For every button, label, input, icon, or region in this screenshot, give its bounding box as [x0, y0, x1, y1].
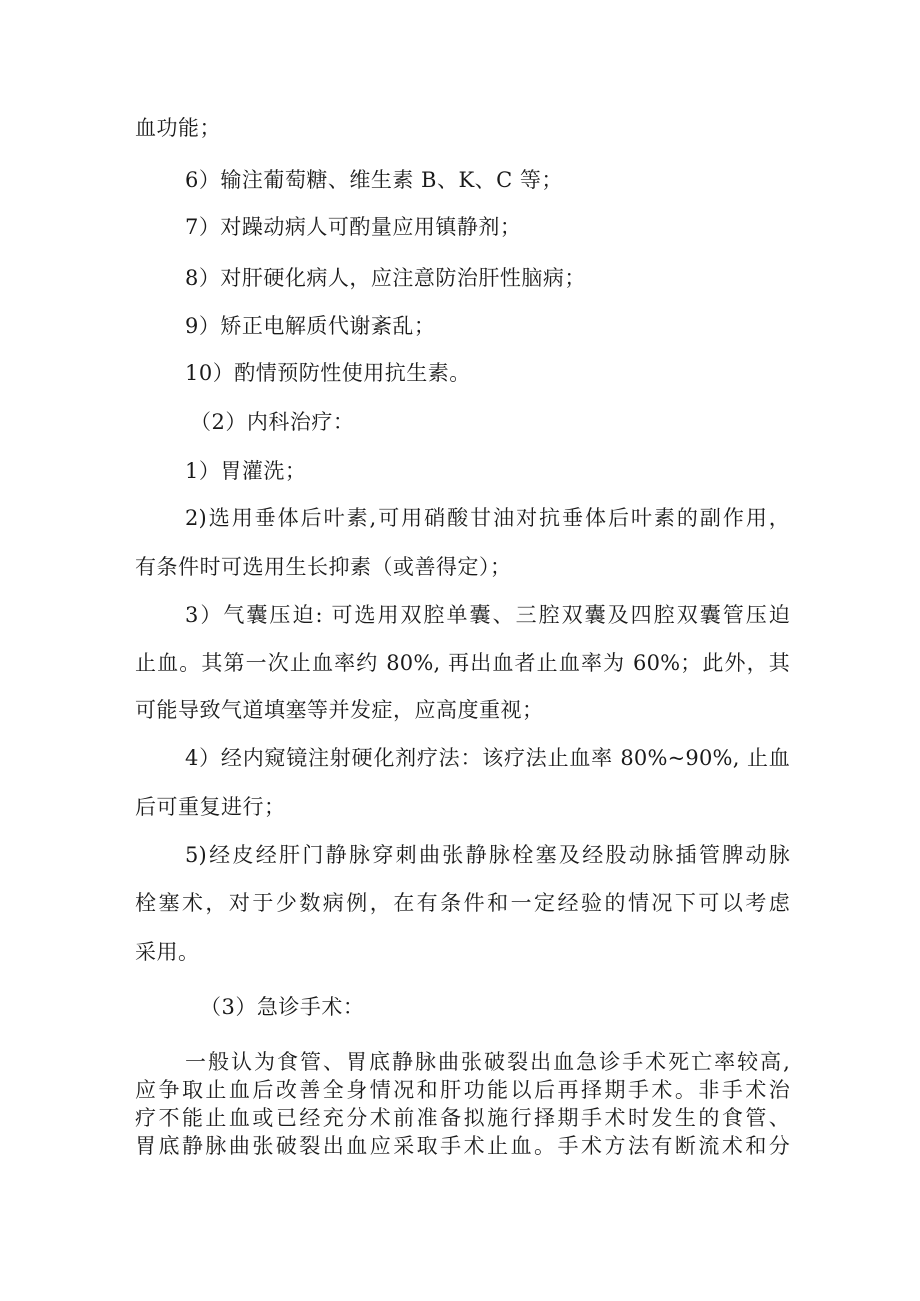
text-line-18: 采用。: [135, 940, 200, 964]
text-line-12: 止血。其第一次止血率约 80%, 再出血者止血率为 60%；此外，其: [135, 651, 790, 675]
text-line-22: 疗不能止血或已经充分术前准备拟施行择期手术时发生的食管、: [135, 1106, 790, 1130]
text-line-2: 6）输注葡萄糖、维生素 B、K、C 等；: [185, 168, 563, 192]
text-line-23: 胃底静脉曲张破裂出血应采取手术止血。手术方法有断流术和分: [135, 1134, 790, 1158]
text-line-11: 3）气囊压迫: 可选用双腔单囊、三腔双囊及四腔双囊管压迫: [185, 603, 790, 627]
text-line-16: 5)经皮经肝门静脉穿刺曲张静脉栓塞及经股动脉插管脾动脉: [185, 843, 790, 867]
text-line-9: 2)选用垂体后叶素,可用硝酸甘油对抗垂体后叶素的副作用，: [185, 506, 790, 530]
text-line-8: 1）胃灌洗；: [185, 459, 307, 483]
subheading-emergency-surgery: （3）急诊手术：: [200, 995, 365, 1019]
text-line-21: 应争取止血后改善全身情况和肝功能以后再择期手术。非手术治: [135, 1078, 790, 1102]
text-line-4: 8）对肝硬化病人，应注意防治肝性脑病；: [185, 266, 586, 290]
text-line-13: 可能导致气道填塞等并发症，应高度重视；: [135, 698, 544, 722]
text-line-10: 有条件时可选用生长抑素（或善得定）；: [135, 555, 512, 579]
text-line-3: 7）对躁动病人可酌量应用镇静剂；: [185, 215, 522, 239]
text-line-5: 9）矫正电解质代谢紊乱；: [185, 314, 436, 338]
text-line-14: 4）经内窥镜注射硬化剂疗法：该疗法止血率 80%~90%, 止血: [185, 746, 790, 770]
text-line-1: 血功能；: [135, 116, 221, 140]
text-line-20: 一般认为食管、胃底静脉曲张破裂出血急诊手术死亡率较高,: [185, 1050, 790, 1074]
text-line-6: 10）酌情预防性使用抗生素。: [185, 361, 471, 385]
subheading-internal-treatment: （2）内科治疗：: [190, 410, 355, 434]
text-line-15: 后可重复进行；: [135, 795, 286, 819]
text-line-17: 栓塞术，对于少数病例，在有条件和一定经验的情况下可以考虑: [135, 891, 790, 915]
